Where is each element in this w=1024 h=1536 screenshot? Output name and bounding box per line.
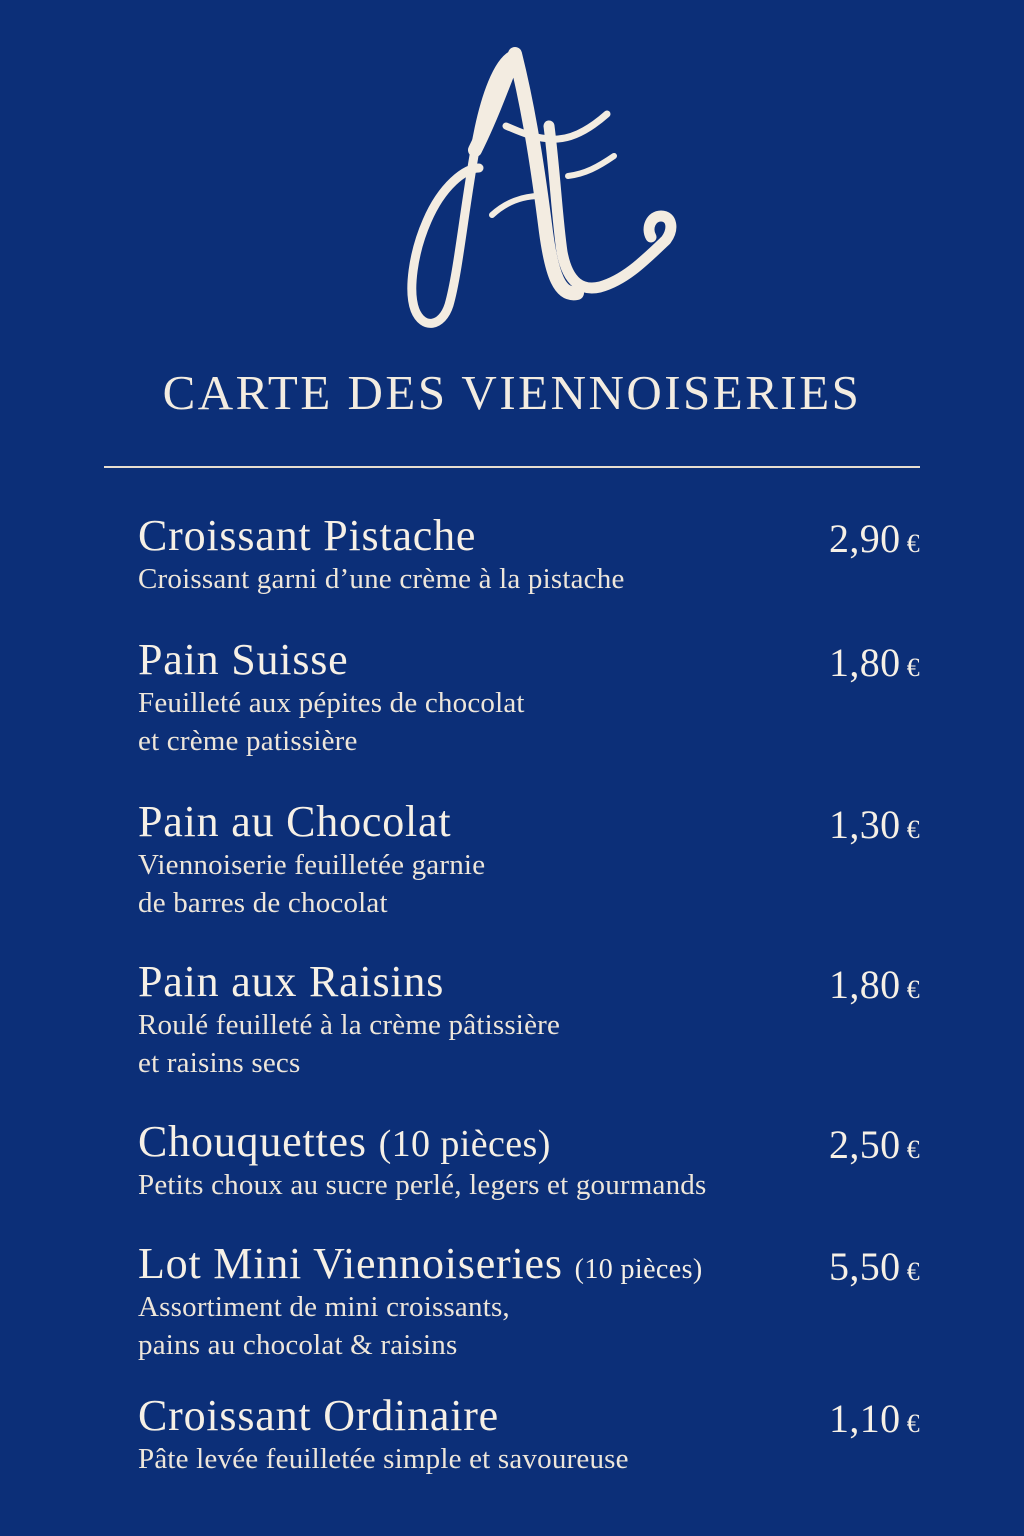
item-price [829, 802, 920, 853]
currency-symbol: € [906, 653, 920, 682]
currency-symbol: € [906, 1135, 920, 1164]
item-price [829, 962, 920, 1013]
item-title: Chouquettes [138, 1117, 367, 1166]
item-title: Lot Mini Viennoiseries [138, 1239, 563, 1288]
item-quantity: (10 pièces) [574, 1254, 703, 1285]
item-price [829, 1244, 920, 1295]
description-line: Roulé feuilleté à la crème pâtissière [138, 1009, 561, 1041]
item-title: Pain au Chocolat [138, 797, 452, 846]
item-price [829, 1122, 920, 1173]
price-value: 1,80 [828, 962, 901, 1007]
currency-symbol: € [906, 1257, 920, 1286]
item-description [138, 684, 525, 760]
description-line: pains au chocolat & raisins [138, 1329, 458, 1361]
price-value: 1,10 [828, 1396, 901, 1441]
description-line: Feuilleté aux pépites de chocolat [138, 687, 525, 719]
menu-title: CARTE DES VIENNOISERIES [162, 365, 862, 420]
currency-symbol: € [906, 1409, 920, 1438]
price-value: 2,50 [828, 1122, 901, 1167]
item-description [138, 1006, 560, 1082]
item-description [138, 560, 625, 598]
item-price [829, 516, 920, 567]
description-line: et crème patissière [138, 725, 358, 757]
description-line: Croissant garni d’une crème à la pistache [138, 563, 625, 595]
item-price [829, 1396, 920, 1447]
description-line: de barres de chocolat [138, 887, 388, 919]
price-value: 1,30 [828, 802, 901, 847]
item-name [138, 1392, 499, 1440]
item-title: Croissant Pistache [138, 511, 477, 560]
item-price [829, 640, 920, 691]
price-value: 2,90 [828, 516, 901, 561]
description-line: Pâte levée feuilletée simple et savoureuse [138, 1443, 629, 1475]
item-name [138, 512, 476, 560]
monogram-logo [372, 38, 682, 338]
item-name [138, 958, 444, 1006]
description-line: Petits choux au sucre perlé, legers et gourmands [138, 1169, 707, 1201]
item-name [138, 636, 349, 684]
item-description [138, 1288, 510, 1364]
description-line: et raisins secs [138, 1047, 301, 1079]
price-value: 1,80 [828, 640, 901, 685]
item-description [138, 1166, 707, 1204]
currency-symbol: € [906, 529, 920, 558]
item-name [138, 1118, 551, 1168]
description-line: Assortiment de mini croissants, [138, 1291, 510, 1323]
item-title: Croissant Ordinaire [138, 1391, 500, 1440]
item-description [138, 846, 485, 922]
item-name [138, 1240, 703, 1294]
price-value: 5,50 [828, 1244, 901, 1289]
item-name [138, 798, 451, 846]
title-divider [104, 466, 920, 468]
currency-symbol: € [906, 815, 920, 844]
description-line: Viennoiserie feuilletée garnie [138, 849, 486, 881]
currency-symbol: € [906, 975, 920, 1004]
item-quantity: (10 pièces) [378, 1123, 551, 1165]
item-description [138, 1440, 629, 1478]
item-title: Pain aux Raisins [138, 957, 445, 1006]
item-title: Pain Suisse [138, 635, 349, 684]
